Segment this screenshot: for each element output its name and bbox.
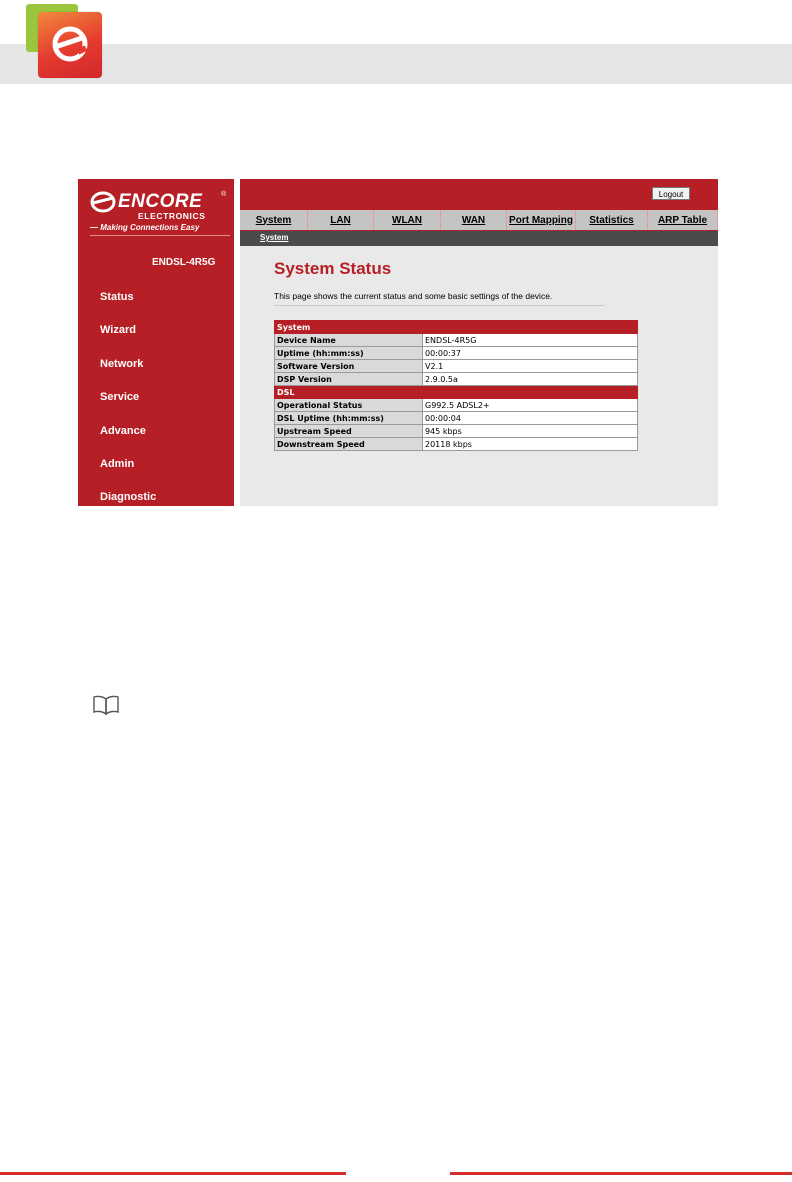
row-label: Upstream Speed bbox=[275, 425, 423, 438]
document-header-band bbox=[0, 44, 792, 84]
tab-lan[interactable]: LAN bbox=[308, 210, 374, 230]
page-description: This page shows the current status and some basic settings of the device. bbox=[274, 291, 553, 301]
row-label: DSL Uptime (hh:mm:ss) bbox=[275, 412, 423, 425]
sidebar-item-advance[interactable]: Advance bbox=[100, 425, 146, 437]
sidebar bbox=[78, 179, 234, 506]
main-content bbox=[240, 179, 718, 506]
row-value: 2.9.0.5a bbox=[423, 373, 638, 386]
table-row bbox=[275, 399, 638, 412]
sidebar-item-admin[interactable]: Admin bbox=[100, 458, 135, 470]
logout-button[interactable]: Logout bbox=[652, 187, 690, 200]
row-label: Uptime (hh:mm:ss) bbox=[275, 347, 423, 360]
brand-tagline: — Making Connections Easy bbox=[90, 223, 200, 232]
row-label: DSP Version bbox=[275, 373, 423, 386]
section-header-system bbox=[275, 321, 638, 334]
model-name: ENDSL-4R5G bbox=[152, 257, 216, 268]
brand-subtitle: ELECTRONICS bbox=[138, 211, 206, 221]
sidebar-item-diagnostic[interactable]: Diagnostic bbox=[100, 491, 157, 503]
table-row bbox=[275, 438, 638, 451]
row-label: Software Version bbox=[275, 360, 423, 373]
brand-divider bbox=[90, 235, 230, 236]
tab-wlan[interactable]: WLAN bbox=[374, 210, 441, 230]
table-row bbox=[275, 373, 638, 386]
brand-name: ENCORE bbox=[118, 191, 203, 212]
section-title: System bbox=[275, 321, 638, 334]
encore-logo-icon bbox=[26, 4, 106, 80]
top-bar bbox=[240, 179, 718, 209]
tab-wan[interactable]: WAN bbox=[441, 210, 507, 230]
logo-front-square bbox=[38, 12, 102, 78]
sidebar-item-network[interactable]: Network bbox=[100, 358, 144, 370]
tab-bar bbox=[240, 209, 718, 231]
description-divider bbox=[274, 305, 604, 306]
sub-tab-bar bbox=[240, 231, 718, 246]
row-label: Downstream Speed bbox=[275, 438, 423, 451]
row-value: V2.1 bbox=[423, 360, 638, 373]
status-table bbox=[274, 320, 638, 451]
tab-statistics[interactable]: Statistics bbox=[576, 210, 648, 230]
tab-system[interactable]: System bbox=[240, 210, 308, 230]
tab-port-mapping[interactable]: Port Mapping bbox=[507, 210, 576, 230]
router-screenshot bbox=[78, 179, 718, 506]
row-value: ENDSL-4R5G bbox=[423, 334, 638, 347]
sidebar-item-service[interactable]: Service bbox=[100, 391, 140, 403]
section-header-dsl bbox=[275, 386, 638, 399]
sidebar-item-status[interactable]: Status bbox=[100, 291, 134, 303]
table-row bbox=[275, 425, 638, 438]
row-label: Device Name bbox=[275, 334, 423, 347]
table-row bbox=[275, 360, 638, 373]
page-title: System Status bbox=[274, 259, 392, 278]
section-title: DSL bbox=[275, 386, 638, 399]
tab-arp-table[interactable]: ARP Table bbox=[648, 210, 718, 230]
table-row bbox=[275, 412, 638, 425]
subtab-system[interactable]: System bbox=[260, 233, 289, 242]
row-value: 00:00:04 bbox=[423, 412, 638, 425]
e-glyph-icon bbox=[52, 26, 88, 62]
encore-emblem-icon bbox=[90, 191, 116, 213]
row-value: 20118 kbps bbox=[423, 438, 638, 451]
table-row bbox=[275, 347, 638, 360]
row-label: Operational Status bbox=[275, 399, 423, 412]
footer-rule-right bbox=[450, 1172, 792, 1175]
table-row bbox=[275, 334, 638, 347]
footer-rule-left bbox=[0, 1172, 346, 1175]
brand-registered-mark: ® bbox=[221, 191, 227, 198]
row-value: G992.5 ADSL2+ bbox=[423, 399, 638, 412]
open-book-icon bbox=[92, 695, 120, 715]
sidebar-item-wizard[interactable]: Wizard bbox=[100, 324, 136, 336]
row-value: 00:00:37 bbox=[423, 347, 638, 360]
row-value: 945 kbps bbox=[423, 425, 638, 438]
